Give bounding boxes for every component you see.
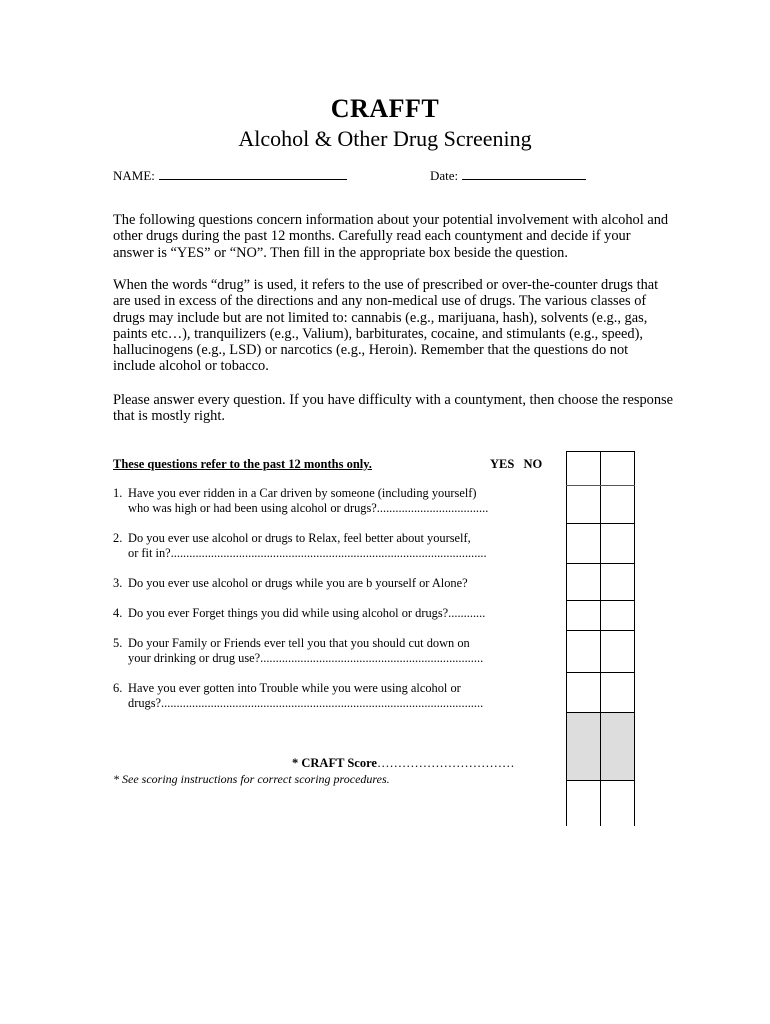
question-3 [113, 576, 553, 591]
question-number: 5. [113, 636, 123, 650]
question-text: Do you ever use alcohol or drugs while you are b yourself or Alone? [128, 576, 468, 590]
answer-yes-4[interactable] [567, 601, 600, 630]
question-2 [113, 531, 553, 561]
date-label: Date: [430, 168, 459, 183]
question-text-continued: drugs?........................................................................................................ [128, 696, 484, 710]
question-number: 6. [113, 681, 123, 695]
question-text: Have you ever ridden in a Car driven by someone (including yourself) [128, 486, 477, 500]
answer-yes-1[interactable] [567, 486, 600, 523]
name-label: NAME: [113, 168, 155, 183]
instructions-paragraph-1: The following questions concern information about your potential involvement with alcohol and other drugs during the past 12 months. Carefully read each countyment and decide if your answer is “YES” or “NO”. Then fill in the appropriate box beside the question. [113, 212, 669, 261]
answer-no-4[interactable] [601, 601, 634, 630]
score-cell-shaded [567, 713, 600, 780]
name-input-line[interactable] [159, 167, 347, 180]
question-text: Do you ever use alcohol or drugs to Relax, feel better about yourself, [128, 531, 471, 545]
answer-no-3[interactable] [601, 564, 634, 600]
question-number: 4. [113, 606, 123, 620]
scoring-note: * See scoring instructions for correct scoring procedures. [113, 772, 390, 786]
date-input-line[interactable] [462, 167, 586, 180]
date-field[interactable] [430, 167, 586, 184]
instructions-paragraph-2: When the words “drug” is used, it refers to the use of prescribed or over-the-counter drugs that are used in excess of the directions and any non-medical use of drugs. The various classes of drugs may include but are not limited to: cannabis (e.g., marijuana, hash), solvents (e.g., gas, paints etc…), tranquilizers (e.g., Valium), barbiturates, cocaine, and stimulants (e.g., speed), hallucinogens (e.g., LSD) or narcotics (e.g., Heroin). Remember that the questions do not include alcohol or tobacco. [113, 277, 659, 375]
grid-line [634, 451, 635, 826]
question-number: 1. [113, 486, 123, 500]
answer-no-2[interactable] [601, 524, 634, 563]
grid-line [566, 451, 635, 452]
question-number: 3. [113, 576, 123, 590]
answer-no-1[interactable] [601, 486, 634, 523]
question-number: 2. [113, 531, 123, 545]
question-text-continued: your drinking or drug use?........................................................................ [128, 651, 484, 665]
craft-score-dots: …………………………… [376, 756, 515, 770]
answer-yes-6[interactable] [567, 673, 600, 712]
answer-yes-5[interactable] [567, 631, 600, 672]
question-6 [113, 681, 553, 711]
questions-header: These questions refer to the past 12 months only. [113, 457, 372, 471]
instructions-paragraph-3: Please answer every question. If you have difficulty with a countyment, then choose the response that is mostly right. [113, 392, 674, 425]
score-cell-shaded [601, 713, 634, 780]
question-text: Do you ever Forget things you did while using alcohol or drugs?............ [128, 606, 486, 620]
score-entry-yes[interactable] [567, 781, 600, 826]
answer-no-5[interactable] [601, 631, 634, 672]
question-text-continued: who was high or had been using alcohol or drugs?.................................... [128, 501, 489, 515]
grid-line [566, 712, 635, 713]
yes-no-label: YES NO [490, 457, 543, 471]
question-1 [113, 486, 553, 516]
question-4 [113, 606, 553, 621]
craft-score [292, 756, 514, 771]
answer-yes-2[interactable] [567, 524, 600, 563]
question-text: Have you ever gotten into Trouble while you were using alcohol or [128, 681, 461, 695]
name-field[interactable] [113, 167, 347, 184]
question-text: Do your Family or Friends ever tell you that you should cut down on [128, 636, 470, 650]
answer-yes-3[interactable] [567, 564, 600, 600]
craft-score-label: * CRAFT Score [292, 756, 377, 770]
question-text-continued: or fit in?...................................................................................................... [128, 546, 487, 560]
answer-no-6[interactable] [601, 673, 634, 712]
form-subtitle: Alcohol & Other Drug Screening [238, 126, 532, 151]
form-title: CRAFFT [330, 94, 440, 123]
score-entry-no[interactable] [601, 781, 634, 826]
question-5 [113, 636, 553, 666]
